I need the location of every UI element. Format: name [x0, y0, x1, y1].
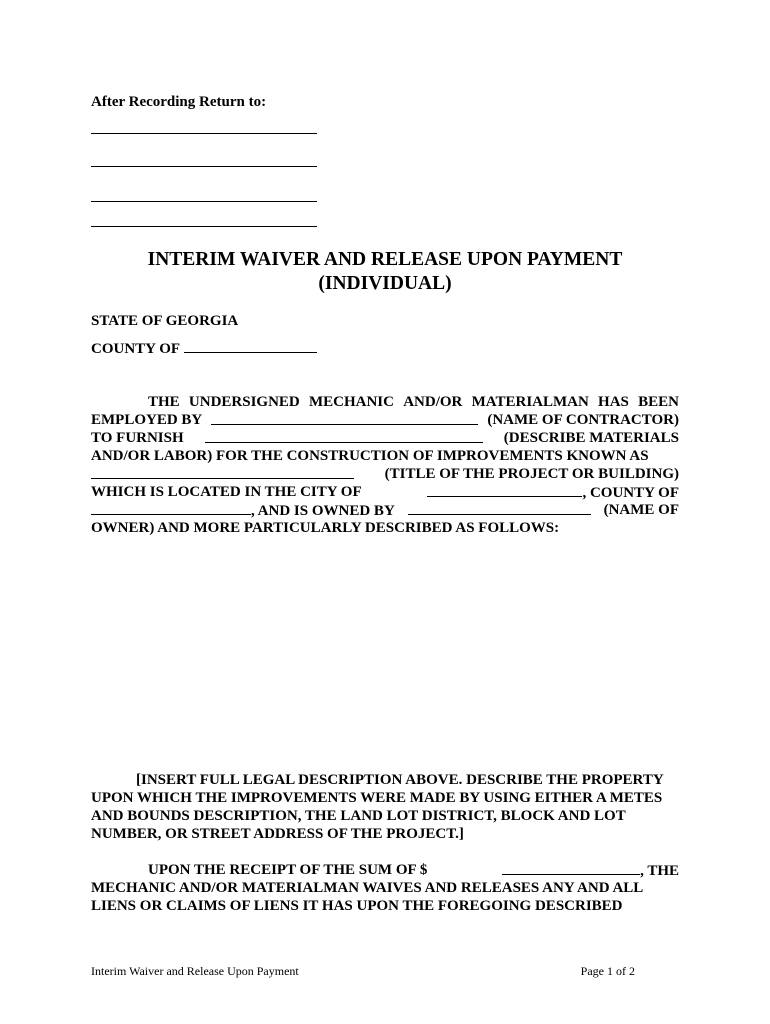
p1-line-8: OWNER) AND MORE PARTICULARLY DESCRIBED AS FOLLOWS:: [91, 520, 560, 536]
p1-line-3: TO FURNISH (DESCRIBE MATERIALS: [91, 430, 679, 446]
sum-amount-blank[interactable]: [502, 861, 640, 875]
p1-line-1: THE UNDERSIGNED MECHANIC AND/OR MATERIALMAN HAS BEEN: [148, 394, 679, 410]
p1-line-5: (TITLE OF THE PROJECT OR BUILDING): [91, 465, 679, 483]
document-subtitle: (INDIVIDUAL): [318, 273, 452, 294]
materials-blank[interactable]: [205, 429, 483, 443]
p3-line-3: LIENS OR CLAIMS OF LIENS IT HAS UPON THE FOREGOING DESCRIBED: [91, 898, 623, 914]
return-address-line-2[interactable]: [91, 166, 317, 167]
return-address-line-3[interactable]: [91, 201, 317, 202]
p1-line-2: EMPLOYED BY (NAME OF CONTRACTOR): [91, 412, 679, 428]
paragraph-legal-description: [91, 771, 679, 843]
p1-line-6: WHICH IS LOCATED IN THE CITY OF , COUNTY OF: [91, 484, 679, 501]
return-to-label: After Recording Return to:: [91, 94, 267, 110]
p3-line-2: MECHANIC AND/OR MATERIALMAN WAIVES AND RELEASES ANY AND ALL: [91, 880, 644, 896]
return-address-line-1[interactable]: [91, 133, 317, 134]
p2-line-2: UPON WHICH THE IMPROVEMENTS WERE MADE BY USING EITHER A METES: [91, 790, 663, 806]
owner-name-blank[interactable]: [408, 501, 591, 515]
county-label: COUNTY OF: [91, 341, 181, 357]
p3-line-1: UPON THE RECEIPT OF THE SUM OF $ , THE: [148, 862, 679, 879]
project-title-blank[interactable]: [91, 465, 354, 479]
paragraph-employment: [91, 393, 679, 537]
p2-line-3: AND BOUNDS DESCRIPTION, THE LAND LOT DISTRICT, BLOCK AND LOT: [91, 808, 626, 824]
contractor-name-blank[interactable]: [211, 411, 478, 425]
p1-line-7: , AND IS OWNED BY (NAME OF: [91, 501, 679, 519]
p2-line-1: [INSERT FULL LEGAL DESCRIPTION ABOVE. DESCRIBE THE PROPERTY: [136, 772, 664, 788]
footer-page-number: Page 1 of 2: [580, 964, 635, 978]
document-title: INTERIM WAIVER AND RELEASE UPON PAYMENT: [147, 249, 623, 270]
return-address-line-4[interactable]: [91, 226, 317, 227]
county-of-project-blank[interactable]: [91, 501, 251, 515]
county-blank[interactable]: [184, 340, 317, 353]
p2-line-4: NUMBER, OR STREET ADDRESS OF THE PROJECT.]: [91, 826, 464, 842]
paragraph-payment-release: [91, 861, 679, 915]
footer-document-name: Interim Waiver and Release Upon Payment: [91, 964, 299, 978]
county-heading: [91, 340, 317, 358]
state-heading: STATE OF GEORGIA: [91, 313, 239, 329]
p1-line-4: AND/OR LABOR) FOR THE CONSTRUCTION OF IMPROVEMENTS KNOWN AS: [91, 448, 649, 464]
city-blank[interactable]: [427, 483, 582, 497]
